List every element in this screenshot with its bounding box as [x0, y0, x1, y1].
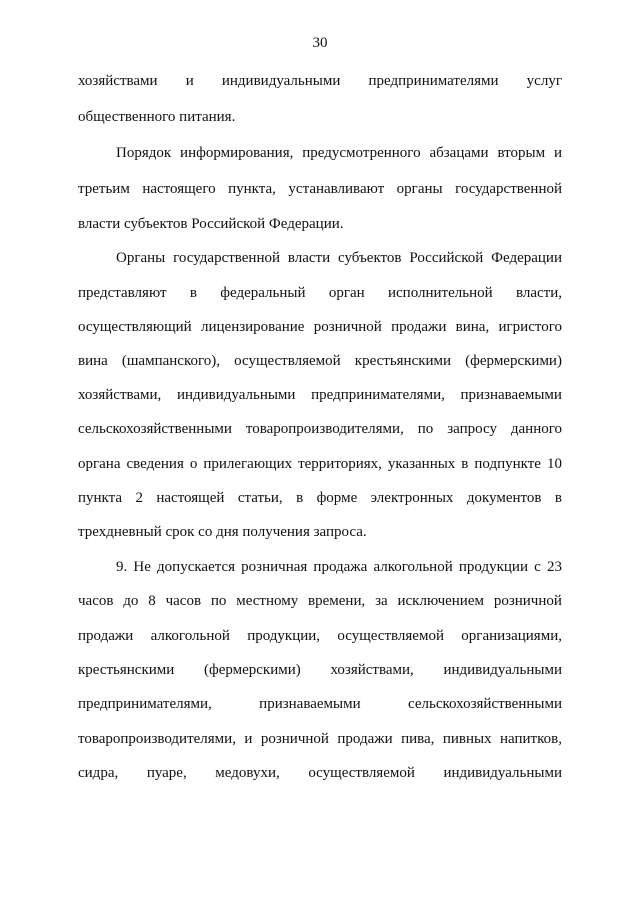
word: в [296, 490, 304, 506]
text-line [78, 489, 562, 507]
word: форме [316, 490, 358, 506]
word: 2 [135, 490, 143, 506]
word: Порядок [116, 145, 172, 161]
word: орган [328, 285, 365, 301]
word: за [375, 593, 388, 609]
word: осуществляемой [337, 628, 444, 644]
word: устанавливают [288, 181, 385, 197]
word: 9. [116, 559, 128, 575]
word: услуг [526, 73, 562, 89]
text-line [78, 318, 562, 336]
word: розничной [493, 593, 562, 609]
word: прилегающих [203, 456, 293, 472]
text-line [78, 180, 562, 198]
word: Российской [409, 250, 484, 266]
word: с [534, 559, 541, 575]
word: 8 [148, 593, 156, 609]
word: алкогольной [150, 628, 230, 644]
text-line [78, 386, 562, 404]
word: розничной [313, 319, 382, 335]
text-line [78, 592, 562, 610]
word: продукции [458, 559, 528, 575]
text-line [78, 284, 562, 302]
word: продажа [313, 559, 368, 575]
word: лицензирование [201, 319, 305, 335]
word: медовухи, [215, 765, 280, 781]
word: федеральный [220, 285, 306, 301]
word: и [553, 145, 562, 161]
word: данного [510, 421, 562, 437]
word: предпринимателями, [78, 696, 212, 712]
word: предпринимателями, [311, 387, 445, 403]
word: электронных [370, 490, 454, 506]
word: сельскохозяйственными [408, 696, 562, 712]
word: документов [466, 490, 542, 506]
word: и [244, 731, 253, 747]
word: розничной [260, 731, 329, 747]
text-line [78, 352, 562, 370]
word: признаваемыми [259, 696, 361, 712]
word: предпринимателями [368, 73, 499, 89]
word: игристого [498, 319, 562, 335]
word: по [417, 421, 434, 437]
word: хозяйствами [78, 73, 158, 89]
word: государственной [173, 250, 281, 266]
word: власти субъектов Российской Федерации. [78, 216, 344, 232]
word: настоящей [156, 490, 225, 506]
text-line [116, 144, 562, 162]
word: часов [165, 593, 202, 609]
word: и [185, 73, 194, 89]
word: продажи [391, 319, 447, 335]
page-number: 30 [312, 35, 328, 51]
word: пункта [78, 490, 123, 506]
text-line [78, 764, 562, 782]
text-line [78, 695, 562, 713]
word: организациями, [461, 628, 562, 644]
word: сидра, [78, 765, 119, 781]
text-line [78, 455, 562, 473]
word: индивидуальными [176, 387, 296, 403]
text-line [78, 730, 562, 748]
word: признаваемыми [460, 387, 562, 403]
word: (шампанского), [121, 353, 221, 369]
word: органы [396, 181, 443, 197]
word: власти [287, 250, 331, 266]
word: трехдневный срок со дня получения запроса. [78, 524, 367, 540]
word: власти, [515, 285, 562, 301]
word: осуществляемой [308, 765, 415, 781]
word: запросу [447, 421, 497, 437]
word: о [189, 456, 198, 472]
word: товаропроизводителями, [78, 731, 236, 747]
word: индивидуальными [443, 765, 562, 781]
text-line [78, 420, 562, 438]
word: пивных [442, 731, 492, 747]
word: крестьянскими [78, 662, 175, 678]
text-line [78, 627, 562, 645]
word: хозяйствами, [78, 387, 162, 403]
word: осуществляемой [234, 353, 341, 369]
word: субъектов [338, 250, 402, 266]
word: Органы [116, 250, 166, 266]
word: подпункте [474, 456, 541, 472]
word: допускается [157, 559, 236, 575]
word: в [554, 490, 562, 506]
word: государственной [455, 181, 562, 197]
word: (фермерскими) [203, 662, 301, 678]
word: осуществляющий [78, 319, 192, 335]
word: продукции, [247, 628, 321, 644]
word: продажи [78, 628, 134, 644]
word: в [189, 285, 197, 301]
word: статьи, [237, 490, 283, 506]
word: розничная [241, 559, 308, 575]
word: алкогольной [373, 559, 453, 575]
word: индивидуальными [221, 73, 341, 89]
word: территориях, [298, 456, 382, 472]
word: исполнительной [387, 285, 493, 301]
word: абзацами [429, 145, 489, 161]
word: (фермерскими) [465, 353, 562, 369]
word: третьим [78, 181, 130, 197]
text-line [78, 523, 562, 541]
word: продажи [337, 731, 393, 747]
word: пуаре, [146, 765, 187, 781]
word: сельскохозяйственными [78, 421, 232, 437]
word: пива, [401, 731, 435, 747]
text-line [78, 72, 562, 90]
word: исключением [397, 593, 484, 609]
word: времени, [308, 593, 366, 609]
word: вина [78, 353, 108, 369]
text-line [78, 661, 562, 679]
word: общественного питания. [78, 109, 236, 125]
word: до [123, 593, 139, 609]
word: 10 [546, 456, 562, 472]
word: информирования, [180, 145, 294, 161]
word: индивидуальными [443, 662, 562, 678]
text-line [116, 249, 562, 267]
word: 23 [546, 559, 562, 575]
word: в [461, 456, 469, 472]
word: местному [236, 593, 299, 609]
text-line [78, 108, 562, 126]
text-line [116, 558, 562, 576]
word: сведения [126, 456, 184, 472]
word: пункта, [228, 181, 276, 197]
word: настоящего [142, 181, 216, 197]
word: предусмотренного [302, 145, 421, 161]
word: вина, [455, 319, 490, 335]
word: товаропроизводителями, [245, 421, 404, 437]
word: Не [133, 559, 151, 575]
word: часов [78, 593, 114, 609]
word: крестьянскими [354, 353, 452, 369]
word: по [210, 593, 227, 609]
word: представляют [78, 285, 167, 301]
word: Федерации [491, 250, 562, 266]
word: хозяйствами, [330, 662, 414, 678]
word: органа [78, 456, 121, 472]
word: вторым [497, 145, 546, 161]
text-line [78, 215, 562, 233]
word: напитков, [500, 731, 562, 747]
word: указанных [387, 456, 456, 472]
